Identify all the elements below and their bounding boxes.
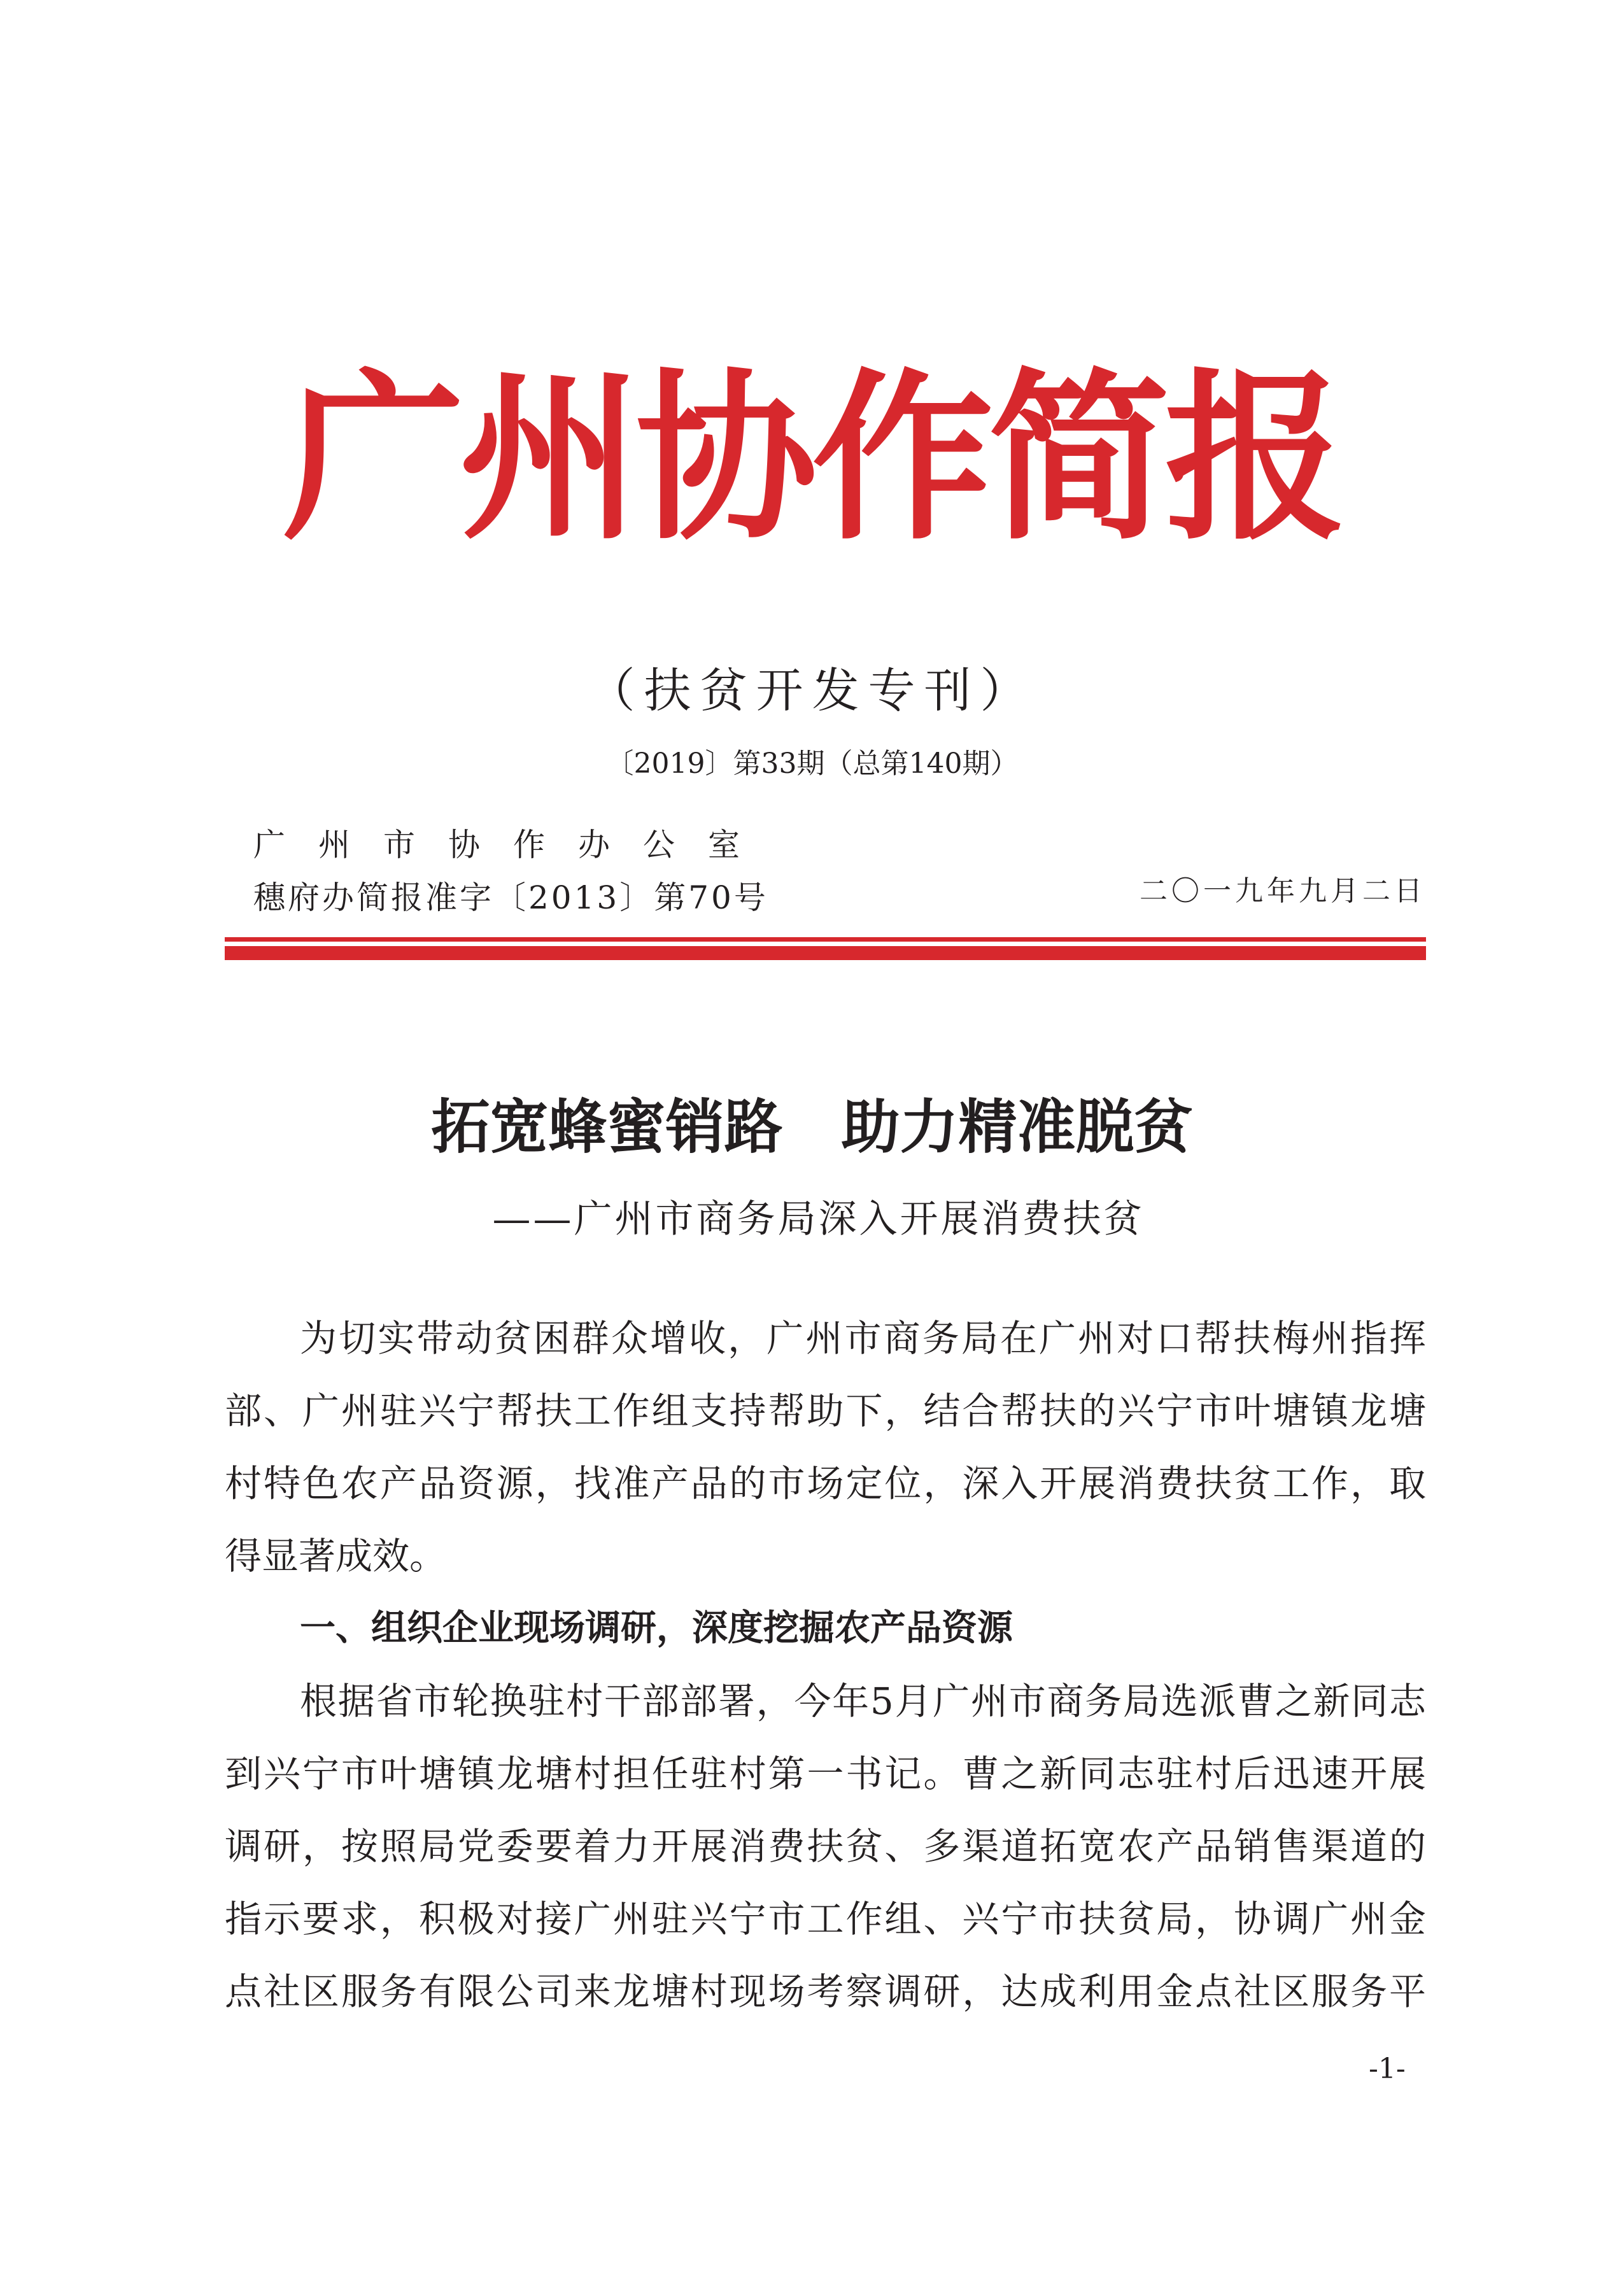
section-heading: 一、组织企业现场调研，深度挖掘农产品资源 xyxy=(300,1608,1013,1649)
issuer-name: 广州市协作办公室 xyxy=(253,826,773,863)
red-rule-thin xyxy=(225,937,1426,942)
masthead-title: 广州协作简报 xyxy=(283,351,1341,565)
paragraph xyxy=(225,1302,1426,1592)
text-line: 为切实带动贫困群众增收，广州市商务局在广州对口帮扶梅州指挥 xyxy=(300,1317,1426,1360)
article-subtitle: ——广州市商务局深入开展消费扶贫 xyxy=(492,1197,1145,1242)
text-line: 根据省市轮换驻村干部部署，今年5月广州市商务局选派曹之新同志 xyxy=(300,1680,1426,1723)
issue-date: 二〇一九年九月二日 xyxy=(1140,875,1426,907)
text-line: 得显著成效。 xyxy=(225,1534,447,1578)
page-number: -1- xyxy=(1369,2053,1406,2085)
paragraph xyxy=(225,1665,1426,2028)
text-line: 点社区服务有限公司来龙塘村现场考察调研，达成利用金点社区服务平 xyxy=(225,1970,1426,2013)
text-line: 到兴宁市叶塘镇龙塘村担任驻村第一书记。曹之新同志驻村后迅速开展 xyxy=(225,1752,1426,1795)
article-title: 拓宽蜂蜜销路 助力精准脱贫 xyxy=(431,1093,1193,1161)
text-line: 村特色农产品资源，找准产品的市场定位，深入开展消费扶贫工作，取 xyxy=(225,1462,1426,1505)
text-line: 指示要求，积极对接广州驻兴宁市工作组、兴宁市扶贫局，协调广州金 xyxy=(225,1897,1426,1941)
special-issue-label: （扶贫开发专刊） xyxy=(588,663,1036,718)
red-rule-thick xyxy=(225,946,1426,960)
text-line: 调研，按照局党委要着力开展消费扶贫、多渠道拓宽农产品销售渠道的 xyxy=(225,1825,1426,1868)
text-line: 部、广州驻兴宁帮扶工作组支持帮助下，结合帮扶的兴宁市叶塘镇龙塘 xyxy=(225,1389,1426,1433)
issue-number: 〔2019〕第33期（总第140期） xyxy=(605,747,1019,780)
article-body xyxy=(225,1302,1426,2028)
permit-number: 穗府办简报准字〔2013〕第70号 xyxy=(253,879,768,916)
